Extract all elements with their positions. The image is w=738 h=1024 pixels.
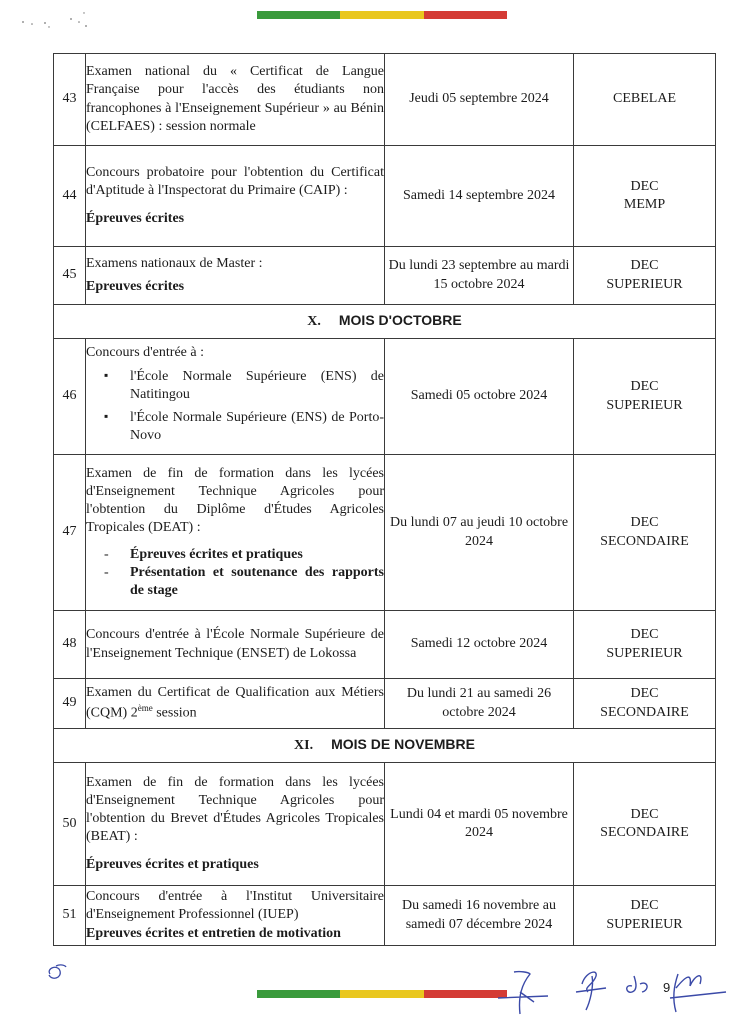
- exam-description: Examen de fin de formation dans les lycées d'Enseignement Technique Agricoles pour l'obtention du Brevet d'Études Agricoles Tropicales (BEAT) : Épreuves écrites et pratiques: [86, 763, 385, 886]
- list-item: - Présentation et soutenance des rapports de stage: [86, 564, 384, 600]
- row-number: 45: [54, 247, 86, 305]
- exam-organizer: DEC SECONDAIRE: [574, 763, 716, 886]
- row-number: 48: [54, 611, 86, 679]
- table-row: [54, 247, 716, 305]
- exam-date: Samedi 05 octobre 2024: [385, 339, 574, 455]
- exam-date: Samedi 12 octobre 2024: [385, 611, 574, 679]
- list-item: - Épreuves écrites et pratiques: [86, 546, 384, 564]
- list-item: ▪ l'École Normale Supérieure (ENS) de Porto-Novo: [86, 409, 384, 445]
- exam-description: Concours d'entrée à l'École Normale Supérieure de l'Enseignement Technique (ENSET) de Lokossa: [86, 611, 385, 679]
- row-number: 46: [54, 339, 86, 455]
- exam-schedule-table: [53, 53, 716, 946]
- exam-organizer: CEBELAE: [574, 54, 716, 146]
- exam-date: Jeudi 05 septembre 2024: [385, 54, 574, 146]
- flag-stripe-bottom: [257, 990, 507, 998]
- handwritten-initial-left: [44, 962, 70, 984]
- exam-organizer: DEC SUPERIEUR: [574, 247, 716, 305]
- exam-description: Concours d'entrée à : ▪ l'École Normale Supérieure (ENS) de Natitingou ▪ l'École Normale Supérieure (ENS) de Porto-Novo: [86, 339, 385, 455]
- exam-organizer: DEC SUPERIEUR: [574, 886, 716, 946]
- section-row: [54, 305, 716, 339]
- scan-artifact-dots: [18, 8, 98, 32]
- exam-organizer: DEC SUPERIEUR: [574, 339, 716, 455]
- row-number: 49: [54, 679, 86, 729]
- exam-organizer: DEC SECONDAIRE: [574, 455, 716, 611]
- handwritten-signatures: [490, 962, 730, 1022]
- row-number: 43: [54, 54, 86, 146]
- table-row: [54, 679, 716, 729]
- row-number: 50: [54, 763, 86, 886]
- section-heading-november: XI. MOIS DE NOVEMBRE: [54, 729, 716, 763]
- section-heading-october: X. MOIS D'OCTOBRE: [54, 305, 716, 339]
- exam-date: Du samedi 16 novembre au samedi 07 décembre 2024: [385, 886, 574, 946]
- table-row: [54, 339, 716, 455]
- exam-date: Lundi 04 et mardi 05 novembre 2024: [385, 763, 574, 886]
- table-row: [54, 763, 716, 886]
- table-row: [54, 611, 716, 679]
- exam-date: Du lundi 07 au jeudi 10 octobre 2024: [385, 455, 574, 611]
- exam-date: Du lundi 23 septembre au mardi 15 octobre 2024: [385, 247, 574, 305]
- table-row: [54, 146, 716, 247]
- exam-date: Samedi 14 septembre 2024: [385, 146, 574, 247]
- exam-organizer: DEC SECONDAIRE: [574, 679, 716, 729]
- exam-description: Examen de fin de formation dans les lycées d'Enseignement Technique Agricoles pour l'obtention du Diplôme d'Études Agricoles Tropicales (DEAT) : - Épreuves écrites et pratiques - Présentation et soutenance des rapports de stage: [86, 455, 385, 611]
- table-row: [54, 54, 716, 146]
- section-row: [54, 729, 716, 763]
- row-number: 44: [54, 146, 86, 247]
- exam-date: Du lundi 21 au samedi 26 octobre 2024: [385, 679, 574, 729]
- row-number: 47: [54, 455, 86, 611]
- table-row: [54, 455, 716, 611]
- exam-description: Examens nationaux de Master : Epreuves écrites: [86, 247, 385, 305]
- flag-stripe-top: [257, 11, 507, 19]
- exam-description: Examen du Certificat de Qualification aux Métiers (CQM) 2ème session: [86, 679, 385, 729]
- list-item: ▪ l'École Normale Supérieure (ENS) de Natitingou: [86, 368, 384, 404]
- page-number: 9: [663, 980, 671, 995]
- exam-description: Examen national du « Certificat de Langue Française pour l'accès des étudiants non francophones à l'Enseignement Supérieur » au Bénin (CELFAES) : session normale: [86, 54, 385, 146]
- table-row: [54, 886, 716, 946]
- exam-description: Concours d'entrée à l'Institut Universitaire d'Enseignement Professionnel (IUEP) Epreuves écrites et entretien de motivation: [86, 886, 385, 946]
- row-number: 51: [54, 886, 86, 946]
- exam-description: Concours probatoire pour l'obtention du Certificat d'Aptitude à l'Inspectorat du Primaire (CAIP) : Épreuves écrites: [86, 146, 385, 247]
- exam-organizer: DEC MEMP: [574, 146, 716, 247]
- exam-organizer: DEC SUPERIEUR: [574, 611, 716, 679]
